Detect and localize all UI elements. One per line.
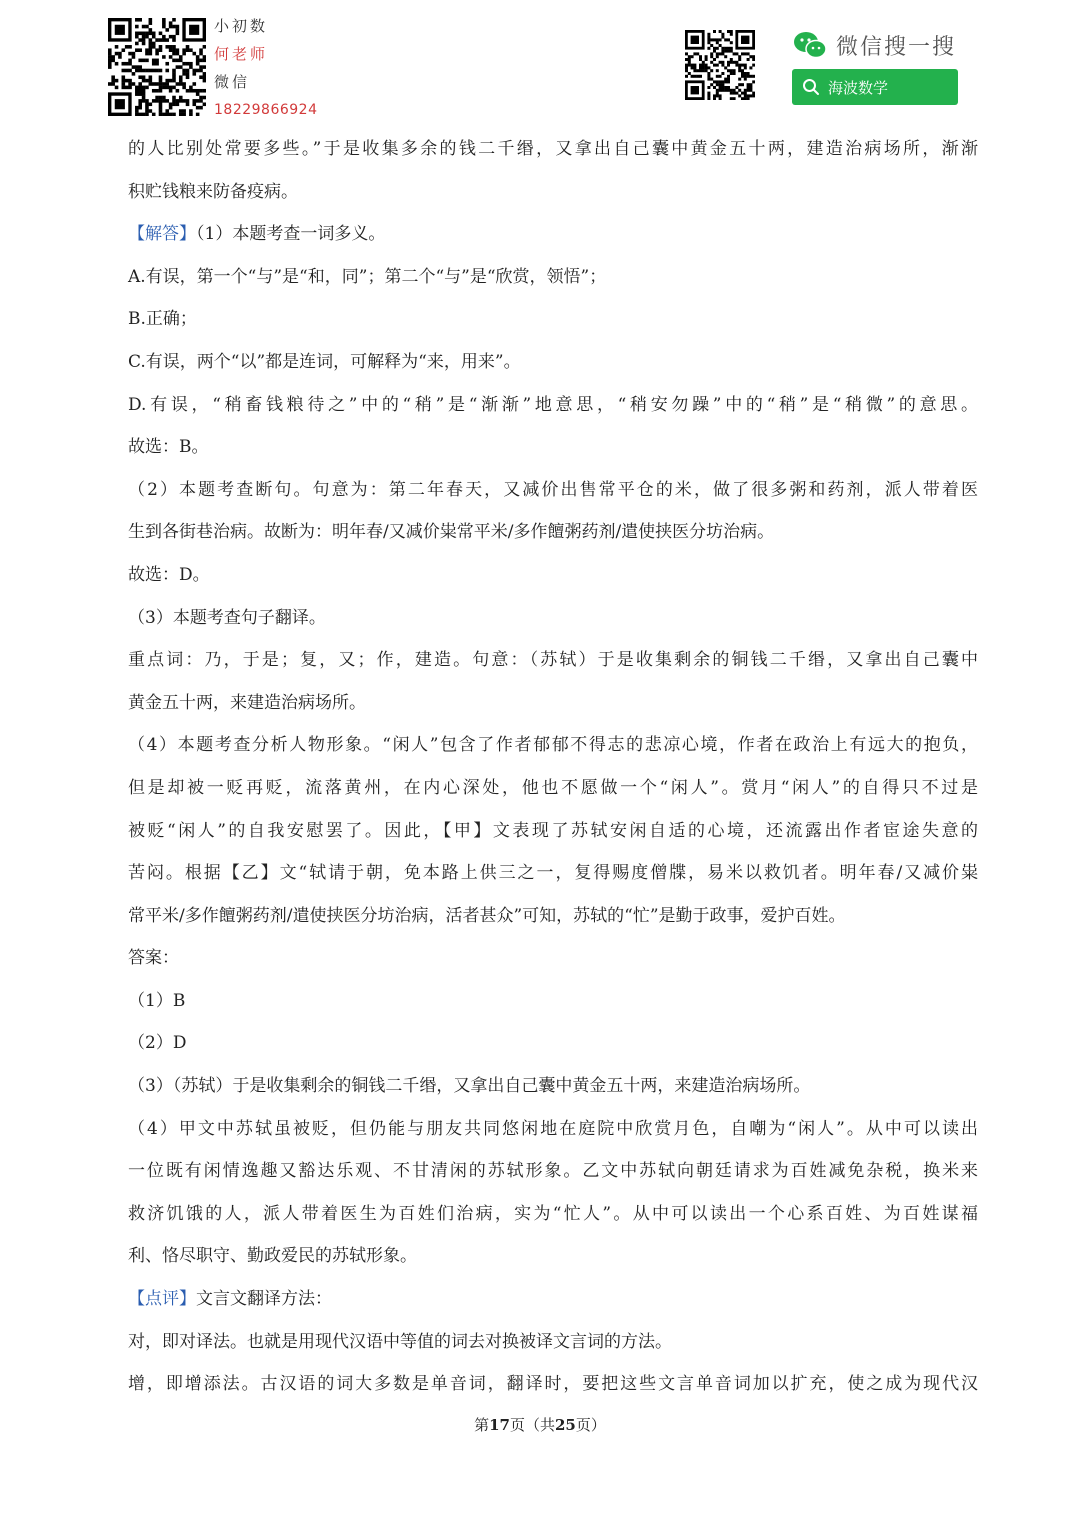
section-tag: 【点评】: [128, 1289, 196, 1310]
section-tag: 【解答】: [128, 224, 196, 245]
text-line: [128, 213, 978, 256]
text-line: 苦闷。根据【乙】文“轼请于朝，免本路上供三之一，复得赐度僧牒，易米以救饥者。明年春/又减价粜: [128, 863, 978, 884]
wechat-search-label: 微信搜一搜: [836, 34, 957, 60]
wechat-icon: [792, 30, 828, 60]
text-line: 增，即增添法。古汉语的词大多数是单音词，翻译时，要把这些文言单音词加以扩充，使之成为现代汉: [128, 1374, 978, 1395]
page-current: 17: [489, 1416, 510, 1434]
page-header: [0, 0, 1080, 125]
document-body: [128, 128, 978, 1406]
contact-line: 微信: [214, 73, 251, 91]
text-line: （2）D: [128, 1033, 187, 1054]
text-line: （2）本题考查断句。句意为：第二年春天，又减价出售常平仓的米，做了很多粥和药剂，派人带着医: [128, 479, 978, 500]
text-line: 常平米/多作饘粥药剂/遣使挟医分坊治病，活者甚众”可知，苏轼的“忙”是勤于政事，爱护百姓。: [128, 905, 846, 926]
search-button-label: 海波数学: [828, 78, 889, 97]
contact-line: 何老师: [214, 45, 269, 63]
text-line: 利、恪尽职守、勤政爱民的苏轼形象。: [128, 1246, 417, 1267]
page-prefix: 第: [474, 1416, 490, 1434]
text-line: D.有误，“稍畜钱粮待之”中的“稍”是“渐渐”地意思，“稍安勿躁”中的“稍”是“稍微”的意思。: [128, 394, 978, 415]
text-line: B.正确；: [128, 309, 197, 330]
text-line: 故选：D。: [128, 564, 210, 585]
text-line: （1）B: [128, 990, 186, 1011]
text-line: 积贮钱粮来防备疫病。: [128, 181, 298, 202]
text-line: [128, 1278, 978, 1321]
text-line: （3）（苏轼）于是收集剩余的铜钱二千缗，又拿出自己囊中黄金五十两，来建造治病场所。: [128, 1076, 811, 1097]
contact-phone: 18229866924: [214, 102, 318, 118]
contact-info: [214, 12, 317, 124]
page-total: 25: [555, 1416, 576, 1434]
text-line: A.有误，第一个“与”是“和，同”；第二个“与”是“欣赏，领悟”；: [128, 266, 607, 287]
text-line: 一位既有闲情逸趣又豁达乐观、不甘清闲的苏轼形象。乙文中苏轼向朝廷请求为百姓减免杂税，换米来: [128, 1161, 978, 1182]
search-icon: [802, 78, 820, 96]
text-line: （3）本题考查句子翻译。: [128, 607, 326, 628]
wechat-search-logo: [792, 28, 956, 62]
line-text: 文言文翻译方法：: [196, 1289, 332, 1310]
page-number: [0, 1414, 1080, 1435]
line-text: （1）本题考查一词多义。: [196, 224, 386, 245]
text-line: （4）本题考查分析人物形象。“闲人”包含了作者郁郁不得志的悲凉心境，作者在政治上有远大的抱负，: [128, 735, 978, 756]
search-button[interactable]: [792, 69, 958, 105]
text-line: 救济饥饿的人，派人带着医生为百姓们治病，实为“忙人”。从中可以读出一个心系百姓、为百姓谋福: [128, 1203, 978, 1224]
text-line: 生到各街巷治病。故断为：明年春/又减价粜常平米/多作饘粥药剂/遣使挟医分坊治病。: [128, 522, 775, 543]
text-line: （4）甲文中苏轼虽被贬，但仍能与朋友共同悠闲地在庭院中欣赏月色，自嘲为“闲人”。从中可以读出: [128, 1118, 978, 1139]
page-suffix: 页）: [575, 1416, 606, 1434]
page-mid: 页（共: [509, 1416, 555, 1434]
text-line: 的人比别处常要多些。”于是收集多余的钱二千缗，又拿出自己囊中黄金五十两，建造治病场所，渐渐: [128, 139, 978, 159]
text-line: 重点词：乃，于是；复，又；作，建造。句意：（苏轼）于是收集剩余的铜钱二千缗，又拿出自己囊中: [128, 650, 978, 671]
qr-code-icon: [108, 18, 206, 116]
text-line: 故选：B。: [128, 437, 209, 458]
qr-code-icon: [685, 30, 755, 100]
text-line: C.有误，两个“以”都是连词，可解释为“来，用来”。: [128, 351, 521, 372]
text-line: 黄金五十两，来建造治病场所。: [128, 692, 366, 713]
text-line: 但是却被一贬再贬，流落黄州，在内心深处，他也不愿做一个“闲人”。赏月“闲人”的自得只不过是: [128, 777, 978, 798]
text-line: 答案：: [128, 948, 179, 969]
contact-line: 小初数: [214, 17, 269, 35]
text-line: 被贬“闲人”的自我安慰罢了。因此，【甲】文表现了苏轼安闲自适的心境，还流露出作者宦途失意的: [128, 820, 978, 841]
text-line: 对，即对译法。也就是用现代汉语中等值的词去对换被译文言词的方法。: [128, 1331, 672, 1352]
